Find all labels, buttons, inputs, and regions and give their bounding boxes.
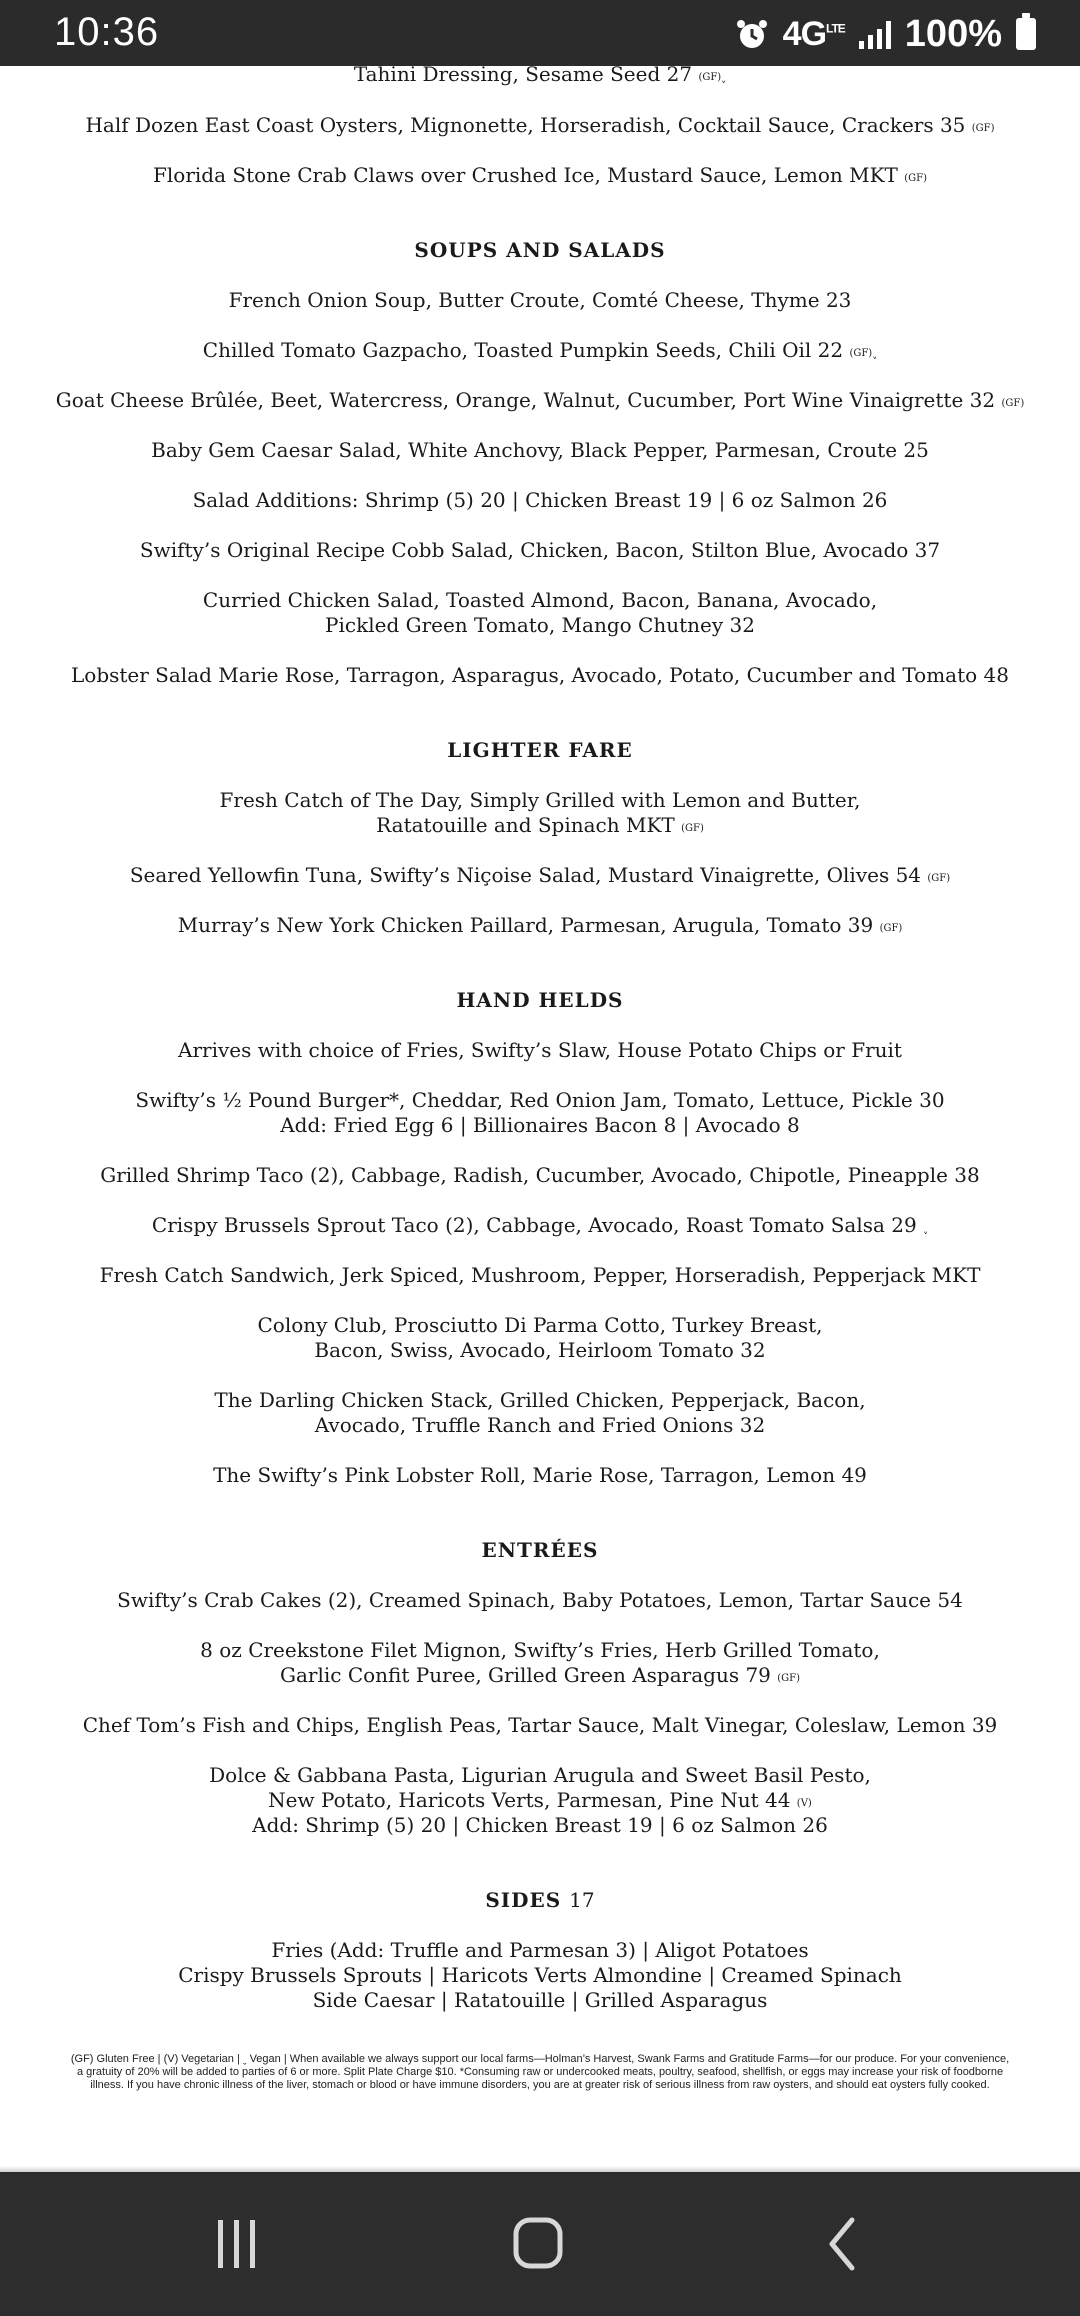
menu-item: Dolce & Gabbana Pasta, Ligurian Arugula and Sweet Basil Pesto, — [209, 1763, 871, 1787]
menu-item: Grilled Shrimp Taco (2), Cabbage, Radish, Cucumber, Avocado, Chipotle, Pineapple 38 — [100, 1163, 980, 1187]
home-button[interactable] — [488, 2212, 588, 2276]
network-indicator: $4G^{LTE}$ — [782, 14, 845, 53]
navbar-shadow — [0, 2166, 1080, 2172]
menu-item: Swifty’s Original Recipe Cobb Salad, Chicken, Bacon, Stilton Blue, Avocado 37 — [139, 538, 941, 562]
menu-item: Florida Stone Crab Claws over Crushed Ice, Mustard Sauce, Lemon MKT (GF) — [153, 163, 927, 187]
recents-icon — [186, 2212, 286, 2276]
home-icon — [488, 2212, 588, 2276]
status-time: 10:36 — [54, 10, 160, 54]
menu-item: Bacon, Swiss, Avocado, Heirloom Tomato 32 — [314, 1338, 766, 1362]
menu-item: Ratatouille and Spinach MKT (GF) — [376, 813, 704, 837]
menu-item: Half Dozen East Coast Oysters, Mignonette, Horseradish, Cocktail Sauce, Crackers 35 (GF) — [85, 113, 995, 137]
signal-icon — [859, 19, 891, 49]
menu-item: The Darling Chicken Stack, Grilled Chicken, Pepperjack, Bacon, — [214, 1388, 866, 1412]
menu-item: Fresh Catch Sandwich, Jerk Spiced, Mushroom, Pepper, Horseradish, Pepperjack MKT — [99, 1263, 981, 1287]
menu-item: Add: Fried Egg 6 | Billionaires Bacon 8 | Avocado 8 — [280, 1113, 800, 1137]
section-heading-entrees: ENTRÉES — [481, 1538, 599, 1562]
menu-item: Lobster Salad Marie Rose, Tarragon, Asparagus, Avocado, Potato, Cucumber and Tomato 48 — [71, 663, 1009, 687]
menu-item: Chef Tom’s Fish and Chips, English Peas, Tartar Sauce, Malt Vinegar, Coleslaw, Lemon 39 — [82, 1713, 998, 1737]
menu-item: The Swifty’s Pink Lobster Roll, Marie Rose, Tarragon, Lemon 49 — [213, 1463, 867, 1487]
menu-item: French Onion Soup, Butter Croute, Comté Cheese, Thyme 23 — [228, 288, 852, 312]
menu-item: Fresh Catch of The Day, Simply Grilled with Lemon and Butter, — [219, 788, 861, 812]
menu-item: Arrives with choice of Fries, Swifty’s Slaw, House Potato Chips or Fruit — [178, 1038, 902, 1062]
menu-item: Fries (Add: Truffle and Parmesan 3) | Aligot Potatoes — [271, 1938, 809, 1962]
status-icons — [735, 12, 1036, 56]
status-bar — [0, 0, 1080, 66]
menu-document — [0, 66, 1080, 2172]
section-heading-sides: SIDES 17 — [485, 1888, 595, 1912]
menu-footnote: (GF) Gluten Free | (V) Vegetarian | ˬ Vegan | When available we always support our local farms—Holman’s Harvest, Swank Farms and Gratitude Farms—for our produce. For your convenience, a gratuity of 20% will be added to parties of 6 or more. Split Plate Charge $10. *Consuming raw or undercooked meats, poultry, seafood, shellfish, or eggs may increase your risk of foodborne illness. If you have chronic illness of the liver, stomach or blood or have immune disorders, you are at greater risk of serious illness from raw oysters, and should eat oysters fully cooked. — [70, 2053, 1010, 2091]
menu-item: Goat Cheese Brûlée, Beet, Watercress, Orange, Walnut, Cucumber, Port Wine Vinaigrette 32 (GF) — [55, 388, 1025, 412]
back-button[interactable] — [792, 2212, 892, 2276]
menu-item: New Potato, Haricots Verts, Parmesan, Pine Nut 44 (V) — [268, 1788, 812, 1812]
menu-item: Swifty’s ½ Pound Burger*, Cheddar, Red Onion Jam, Tomato, Lettuce, Pickle 30 — [135, 1088, 945, 1112]
menu-item: Crispy Brussels Sprouts | Haricots Verts Almondine | Creamed Spinach — [178, 1963, 902, 1987]
menu-item: 8 oz Creekstone Filet Mignon, Swifty’s Fries, Herb Grilled Tomato, — [200, 1638, 880, 1662]
menu-item: Murray’s New York Chicken Paillard, Parmesan, Arugula, Tomato 39 (GF) — [177, 913, 903, 937]
alarm-icon — [735, 17, 769, 51]
battery-icon — [1016, 18, 1036, 50]
recents-button[interactable] — [186, 2212, 286, 2276]
menu-item: Colony Club, Prosciutto Di Parma Cotto, Turkey Breast, — [257, 1313, 823, 1337]
menu-item: Swifty’s Crab Cakes (2), Creamed Spinach, Baby Potatoes, Lemon, Tartar Sauce 54 — [117, 1588, 963, 1612]
menu-item: Baby Gem Caesar Salad, White Anchovy, Black Pepper, Parmesan, Croute 25 — [151, 438, 929, 462]
menu-item: Seared Yellowfin Tuna, Swifty’s Niçoise Salad, Mustard Vinaigrette, Olives 54 (GF) — [129, 863, 951, 887]
menu-item: Salad Additions: Shrimp (5) 20 | Chicken Breast 19 | 6 oz Salmon 26 — [192, 488, 888, 512]
menu-item: Avocado, Truffle Ranch and Fried Onions 32 — [314, 1413, 766, 1437]
menu-item: Crispy Brussels Sprout Taco (2), Cabbage, Avocado, Roast Tomato Salsa 29 ˬ — [151, 1213, 929, 1237]
menu-item: Garlic Confit Puree, Grilled Green Asparagus 79 (GF) — [280, 1663, 800, 1687]
menu-item: Chilled Tomato Gazpacho, Toasted Pumpkin Seeds, Chili Oil 22 (GF)ˬ — [202, 338, 878, 362]
menu-item: Add: Shrimp (5) 20 | Chicken Breast 19 | 6 oz Salmon 26 — [252, 1813, 828, 1837]
section-heading-soups: SOUPS AND SALADS — [414, 238, 666, 262]
navigation-bar — [0, 2172, 1080, 2316]
menu-item: Tahini Dressing, Sesame Seed 27 (GF)ˬ — [353, 66, 727, 86]
section-heading-lighter-fare: LIGHTER FARE — [447, 738, 633, 762]
battery-percent: 100% — [904, 12, 1002, 55]
menu-item: Pickled Green Tomato, Mango Chutney 32 — [325, 613, 755, 637]
back-icon — [792, 2212, 892, 2276]
menu-item: Curried Chicken Salad, Toasted Almond, Bacon, Banana, Avocado, — [202, 588, 878, 612]
menu-item: Side Caesar | Ratatouille | Grilled Asparagus — [312, 1988, 768, 2012]
section-heading-hand-helds: HAND HELDS — [456, 988, 624, 1012]
sides-price: 17 — [569, 1888, 595, 1912]
